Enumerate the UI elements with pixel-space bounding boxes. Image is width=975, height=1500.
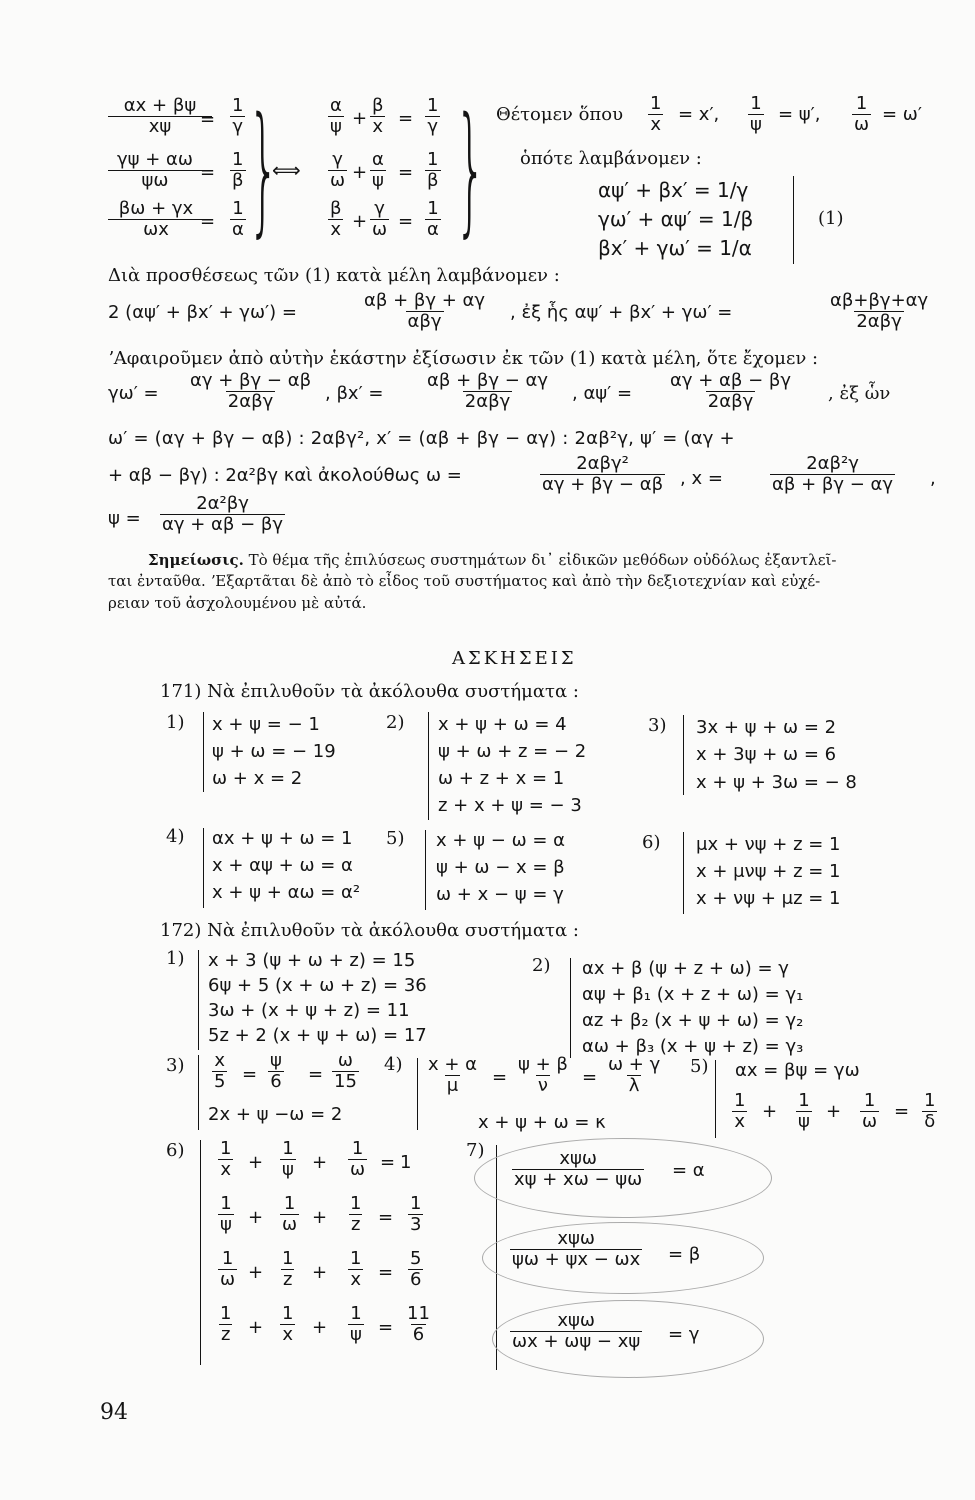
fraction: x 5	[214, 1050, 226, 1092]
fraction: 1 ψ	[282, 1138, 294, 1180]
fraction: αβ + βγ − αγ 2αβγ	[427, 370, 549, 412]
fraction: αγ + αβ − βγ 2αβγ	[670, 370, 792, 412]
fraction: 2αβγ² αγ + βγ − αβ	[542, 453, 664, 495]
system-bar	[425, 830, 426, 910]
fraction: 1 ω	[282, 1193, 298, 1235]
system-bar	[683, 715, 684, 795]
fraction: 1 ω	[862, 1090, 878, 1132]
book-page: αx + βψ xψ = 1 γ γψ + αω ψω = 1 β βω + γx ωx = 1 α } ⟺ α ψ + β x = 1 γ γ ω + α ψ = 1 β β x + γ ω = 1 α } Θέτομεν ὅπου 1 x = x′, 1 ψ = ψ′, 1 ω = ω′ ὁπότε λαμβάνομεν : αψ′ + βx′ = 1/γ γω′ + αψ′ = 1/β βx′ + γω′ = 1/α (1) Διὰ προσθέσεως τῶν (1) κατὰ μέλη λαμβάνομεν : 2 (αψ′ + βx′ + γω′) = αβ + βγ + αγ αβγ , ἐξ ἧς αψ′ + βx′ + γω′ = αβ+βγ+αγ 2αβγ ʼΑφαιροῦμεν ἀπὸ αὐτὴν ἑκάστην ἐξίσωσιν ἐκ τῶν (1) κατὰ μέλη, ὅτε ἔχομεν : γω′ = αγ + βγ − αβ 2αβγ , βx′ = αβ + βγ − αγ 2αβγ , αψ′ = αγ + αβ − βγ 2αβγ , ἐξ ὧν ω′ = (αγ + βγ − αβ) : 2αβγ², x′ = (αβ + βγ − αγ) : 2αβ²γ, ψ′ = (αγ + + αβ − βγ) : 2α²βγ καὶ ἀκολούθως ω = 2αβγ² αγ + βγ − αβ , x = 2αβ²γ αβ + βγ − αγ , ψ = 2α²βγ αγ + αβ − βγ Σημείωσις. Τὸ θέμα τῆς ἐπιλύσεως συστημάτων δι᾽ εἰδικῶν μεθόδων οὐδόλως ἐξαντλεῖ- ται ἐνταῦθα. ʼΕξαρτᾶται δὲ ἀπὸ τὸ εἶδος τοῦ συστήματος καὶ ἀπὸ τὴν δεξιοτεχνίαν καὶ εὐχέ- ρειαν τοῦ ἀσχολουμένου μὲ αὐτά. ΑΣΚΗΣΕΙΣ 171) Νὰ ἐπιλυθοῦν τὰ ἀκόλουθα συστήματα : 1) x + ψ = − 1 ψ + ω = − 19 ω + x = 2 2) x + ψ + ω = 4 ψ + ω + z = − 2 ω + z + x = 1 z + x + ψ = − 3 3) 3x + ψ + ω = 2 x + 3ψ + ω = 6 x + ψ + 3ω = − 8 4) αx + ψ + ω = 1 x + αψ + ω = α x + ψ + αω = α² 5) x + ψ − ω = α ψ + ω − x = β ω + x − ψ = γ 6) μx + νψ + z = 1 x + μνψ + z = 1 x + νψ + μz = 1 172) Νὰ ἐπιλυθοῦν τὰ ἀκόλουθα συστήματα : 1) x + 3 (ψ + ω + z) = 15 6ψ + 5 (x + ω + z) = 36 3ω + (x + ψ + z) = 11 5z + 2 (x + ψ + ω) = 17 2) αx + β (ψ + z + ω) = γ αψ + β₁ (x + z + ω) = γ₁ αz + β₂ (x + ψ + ω) = γ₂ αω + β₃ (x + ψ + z) = γ₃ 3) x 5 = ψ 6 = ω 15 2x + ψ −ω = 2 4) x + α μ = ψ + β ν = ω + γ λ x + ψ + ω = κ 5) αx = βψ = γω 1 x + 1 ψ + 1 ω = 1 δ 6) 1 x + 1 ψ + 1 ω = 1 1 ψ + 1 ω + 1 z = 1 3 1 ω + 1 z + 1 x = 5 6 1 z + 1 x + 1 ψ = 11 6 7) xψω xψ + xω − ψω = α xψω ψω + ψx − ωx = β xψω ωx + ωψ − xψ = γ 94	[0, 0, 975, 1500]
fraction: 1 x	[650, 93, 662, 135]
fraction: 5 6	[410, 1248, 422, 1290]
fraction: αx + βψ xψ	[108, 97, 212, 137]
fraction: x + α μ	[428, 1054, 478, 1096]
system-bar	[793, 176, 794, 264]
right-brace: }	[455, 88, 487, 251]
fraction: 1 α	[232, 198, 244, 240]
fraction: 1 ω	[220, 1248, 236, 1290]
system-bar	[203, 712, 204, 792]
fraction: 11 6	[407, 1303, 430, 1345]
equation-label: (1)	[818, 208, 844, 229]
fraction: αβ + βγ + αγ αβγ	[364, 290, 486, 332]
fraction: 1 ω	[854, 93, 870, 135]
fraction: 1 β	[427, 149, 439, 191]
fraction: 1 ψ	[798, 1090, 810, 1132]
fraction: 1 x	[350, 1248, 362, 1290]
note-label: Σημείωσις.	[148, 551, 244, 569]
fraction: 1 ω	[350, 1138, 366, 1180]
system-bar	[417, 1058, 418, 1130]
fraction: 1 α	[427, 198, 439, 240]
fraction: xψω ψω + ψx − ωx	[512, 1228, 641, 1270]
fraction: ψ + β ν	[518, 1054, 568, 1096]
fraction: α ψ	[330, 95, 342, 137]
fraction: 1 x	[220, 1138, 232, 1180]
fraction: 1 γ	[232, 95, 244, 137]
system-bar	[428, 712, 429, 820]
fraction: 1 γ	[427, 95, 439, 137]
fraction: ω + γ λ	[608, 1054, 661, 1096]
system-bar	[198, 950, 199, 1050]
fraction: ω 15	[334, 1050, 357, 1092]
fraction: 2α²βγ αγ + αβ − βγ	[162, 493, 284, 535]
fraction: αβ+βγ+αγ 2αβγ	[830, 290, 929, 332]
fraction: 1 z	[220, 1303, 232, 1345]
fraction: xψω xψ + xω − ψω	[514, 1148, 643, 1190]
fraction: γ ω	[330, 149, 346, 191]
fraction: xψω ωx + ωψ − xψ	[512, 1310, 641, 1352]
fraction: αγ + βγ − αβ 2αβγ	[190, 370, 312, 412]
fraction: ψ 6	[270, 1050, 282, 1092]
fraction: γ ω	[372, 198, 388, 240]
system-bar	[203, 828, 204, 908]
fraction: 1 3	[410, 1193, 422, 1235]
fraction: 2αβ²γ αβ + βγ − αγ	[772, 453, 894, 495]
fraction: α ψ	[372, 149, 384, 191]
exercise-171: 171) Νὰ ἐπιλυθοῦν τὰ ἀκόλουθα συστήματα :	[160, 681, 579, 702]
iff-arrow: ⟺	[272, 158, 301, 182]
fraction: 1 z	[282, 1248, 294, 1290]
system-bar	[715, 1060, 716, 1138]
fraction: β x	[372, 95, 384, 137]
fraction: β x	[330, 198, 342, 240]
fraction: 1 δ	[924, 1090, 936, 1132]
fraction: γψ + αω ψω	[108, 151, 202, 191]
fraction: 1 z	[350, 1193, 362, 1235]
fraction: 1 x	[282, 1303, 294, 1345]
right-brace: }	[248, 88, 280, 251]
fraction: 1 x	[734, 1090, 746, 1132]
section-heading: ΑΣΚΗΣΕΙΣ	[452, 648, 577, 669]
fraction: 1 ψ	[350, 1303, 362, 1345]
system-bar	[200, 1140, 201, 1365]
fraction: 1 β	[232, 149, 244, 191]
system-bar	[198, 1055, 199, 1130]
fraction: 1 ψ	[220, 1193, 232, 1235]
system-bar	[683, 832, 684, 914]
fraction: 1 ψ	[750, 93, 762, 135]
page-number: 94	[100, 1400, 128, 1425]
system-bar	[570, 958, 571, 1058]
fraction: βω + γx ωx	[108, 200, 204, 240]
exercise-172: 172) Νὰ ἐπιλυθοῦν τὰ ἀκόλουθα συστήματα :	[160, 920, 579, 941]
